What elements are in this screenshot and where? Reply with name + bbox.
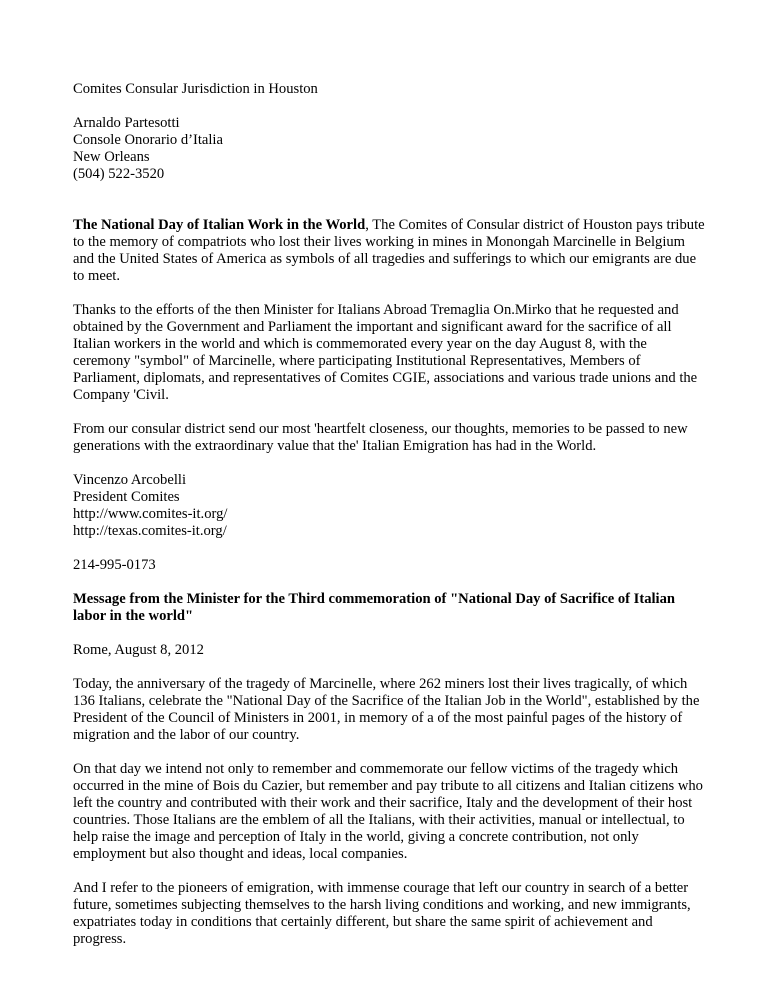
signature-url-1: http://www.comites-it.org/ — [73, 506, 228, 522]
closeness-paragraph: From our consular district send our most 'heartfelt closeness, our thoughts, memories to be passed to new generations with the extraordinary value that the' Italian Emigration has had in the World. — [73, 421, 688, 454]
message-paragraph-2: On that day we intend not only to remember and commemorate our fellow victims of the tragedy which occurred in the mine of Bois du Cazier, but remember and pay tribute to all citizens and Italian citizens who left the country and contributed with their work and their sacrifice, Italy and the development of their host countries. Those Italians are the emblem of all the Italians, with their activities, manual or intellectual, to help raise the image and perception of Italy in the world, giving a concrete contribution, not only employment but also thought and ideas, local companies. — [73, 761, 703, 862]
tremaglia-paragraph: Thanks to the efforts of the then Minister for Italians Abroad Tremaglia On.Mirko that he requested and obtained by the Government and Parliament the important and significant award for the sacrifice of all Italian workers in the world and which is commemorated every year on the day August 8, with the ceremony "symbol" of Marcinelle, where participating Institutional Representatives, Members of Parliament, diplomats, and representatives of Comites CGIE, associations and various trade unions and the Company 'Civil. — [73, 302, 698, 403]
signature-url-2: http://texas.comites-it.org/ — [73, 523, 227, 539]
contact-title: Console Onorario d’Italia — [73, 132, 223, 148]
intro-text: , The Comites of Consular district of Houston pays tribute to the memory of compatriots who lost their lives working in mines in Monongah Marcinelle in Belgium and the United States of America as symbols of all tragedies and sufferings to which our emigrants are due to meet. — [73, 217, 705, 284]
jurisdiction-text: Comites Consular Jurisdiction in Houston — [73, 81, 318, 97]
intro-paragraph — [73, 217, 705, 285]
signature-phone-block — [73, 557, 705, 574]
document-page — [73, 81, 705, 965]
jurisdiction-line — [73, 81, 705, 98]
signature-phone: 214-995-0173 — [73, 557, 156, 573]
intro-bold-lead: The National Day of Italian Work in the World — [73, 217, 366, 233]
contact-name: Arnaldo Partesotti — [73, 115, 180, 131]
message-dateline: Rome, August 8, 2012 — [73, 642, 204, 658]
contact-city: New Orleans — [73, 149, 150, 165]
contact-phone: (504) 522-3520 — [73, 166, 165, 182]
message-paragraph-3: And I refer to the pioneers of emigration, with immense courage that left our country in search of a better future, sometimes subjecting themselves to the harsh living conditions and working, and new immigrants, expatriates today in conditions that certainly different, but share the same spirit of achievement and progress. — [73, 880, 691, 947]
signature-title: President Comites — [73, 489, 180, 505]
message-heading-text: Message from the Minister for the Third commemoration of "National Day of Sacrifice of Italian labor in the world" — [73, 591, 676, 624]
signature-name: Vincenzo Arcobelli — [73, 472, 186, 488]
message-heading — [73, 591, 705, 625]
signature-block — [73, 472, 705, 540]
message-paragraph-1: Today, the anniversary of the tragedy of Marcinelle, where 262 miners lost their lives tragically, of which 136 Italians, celebrate the "National Day of the Sacrifice of the Italian Job in the World", established by the President of the Council of Ministers in 2001, in memory of a of the most painful pages of the history of migration and the labor of our country. — [73, 676, 700, 743]
honorary-consul-contact — [73, 115, 705, 183]
